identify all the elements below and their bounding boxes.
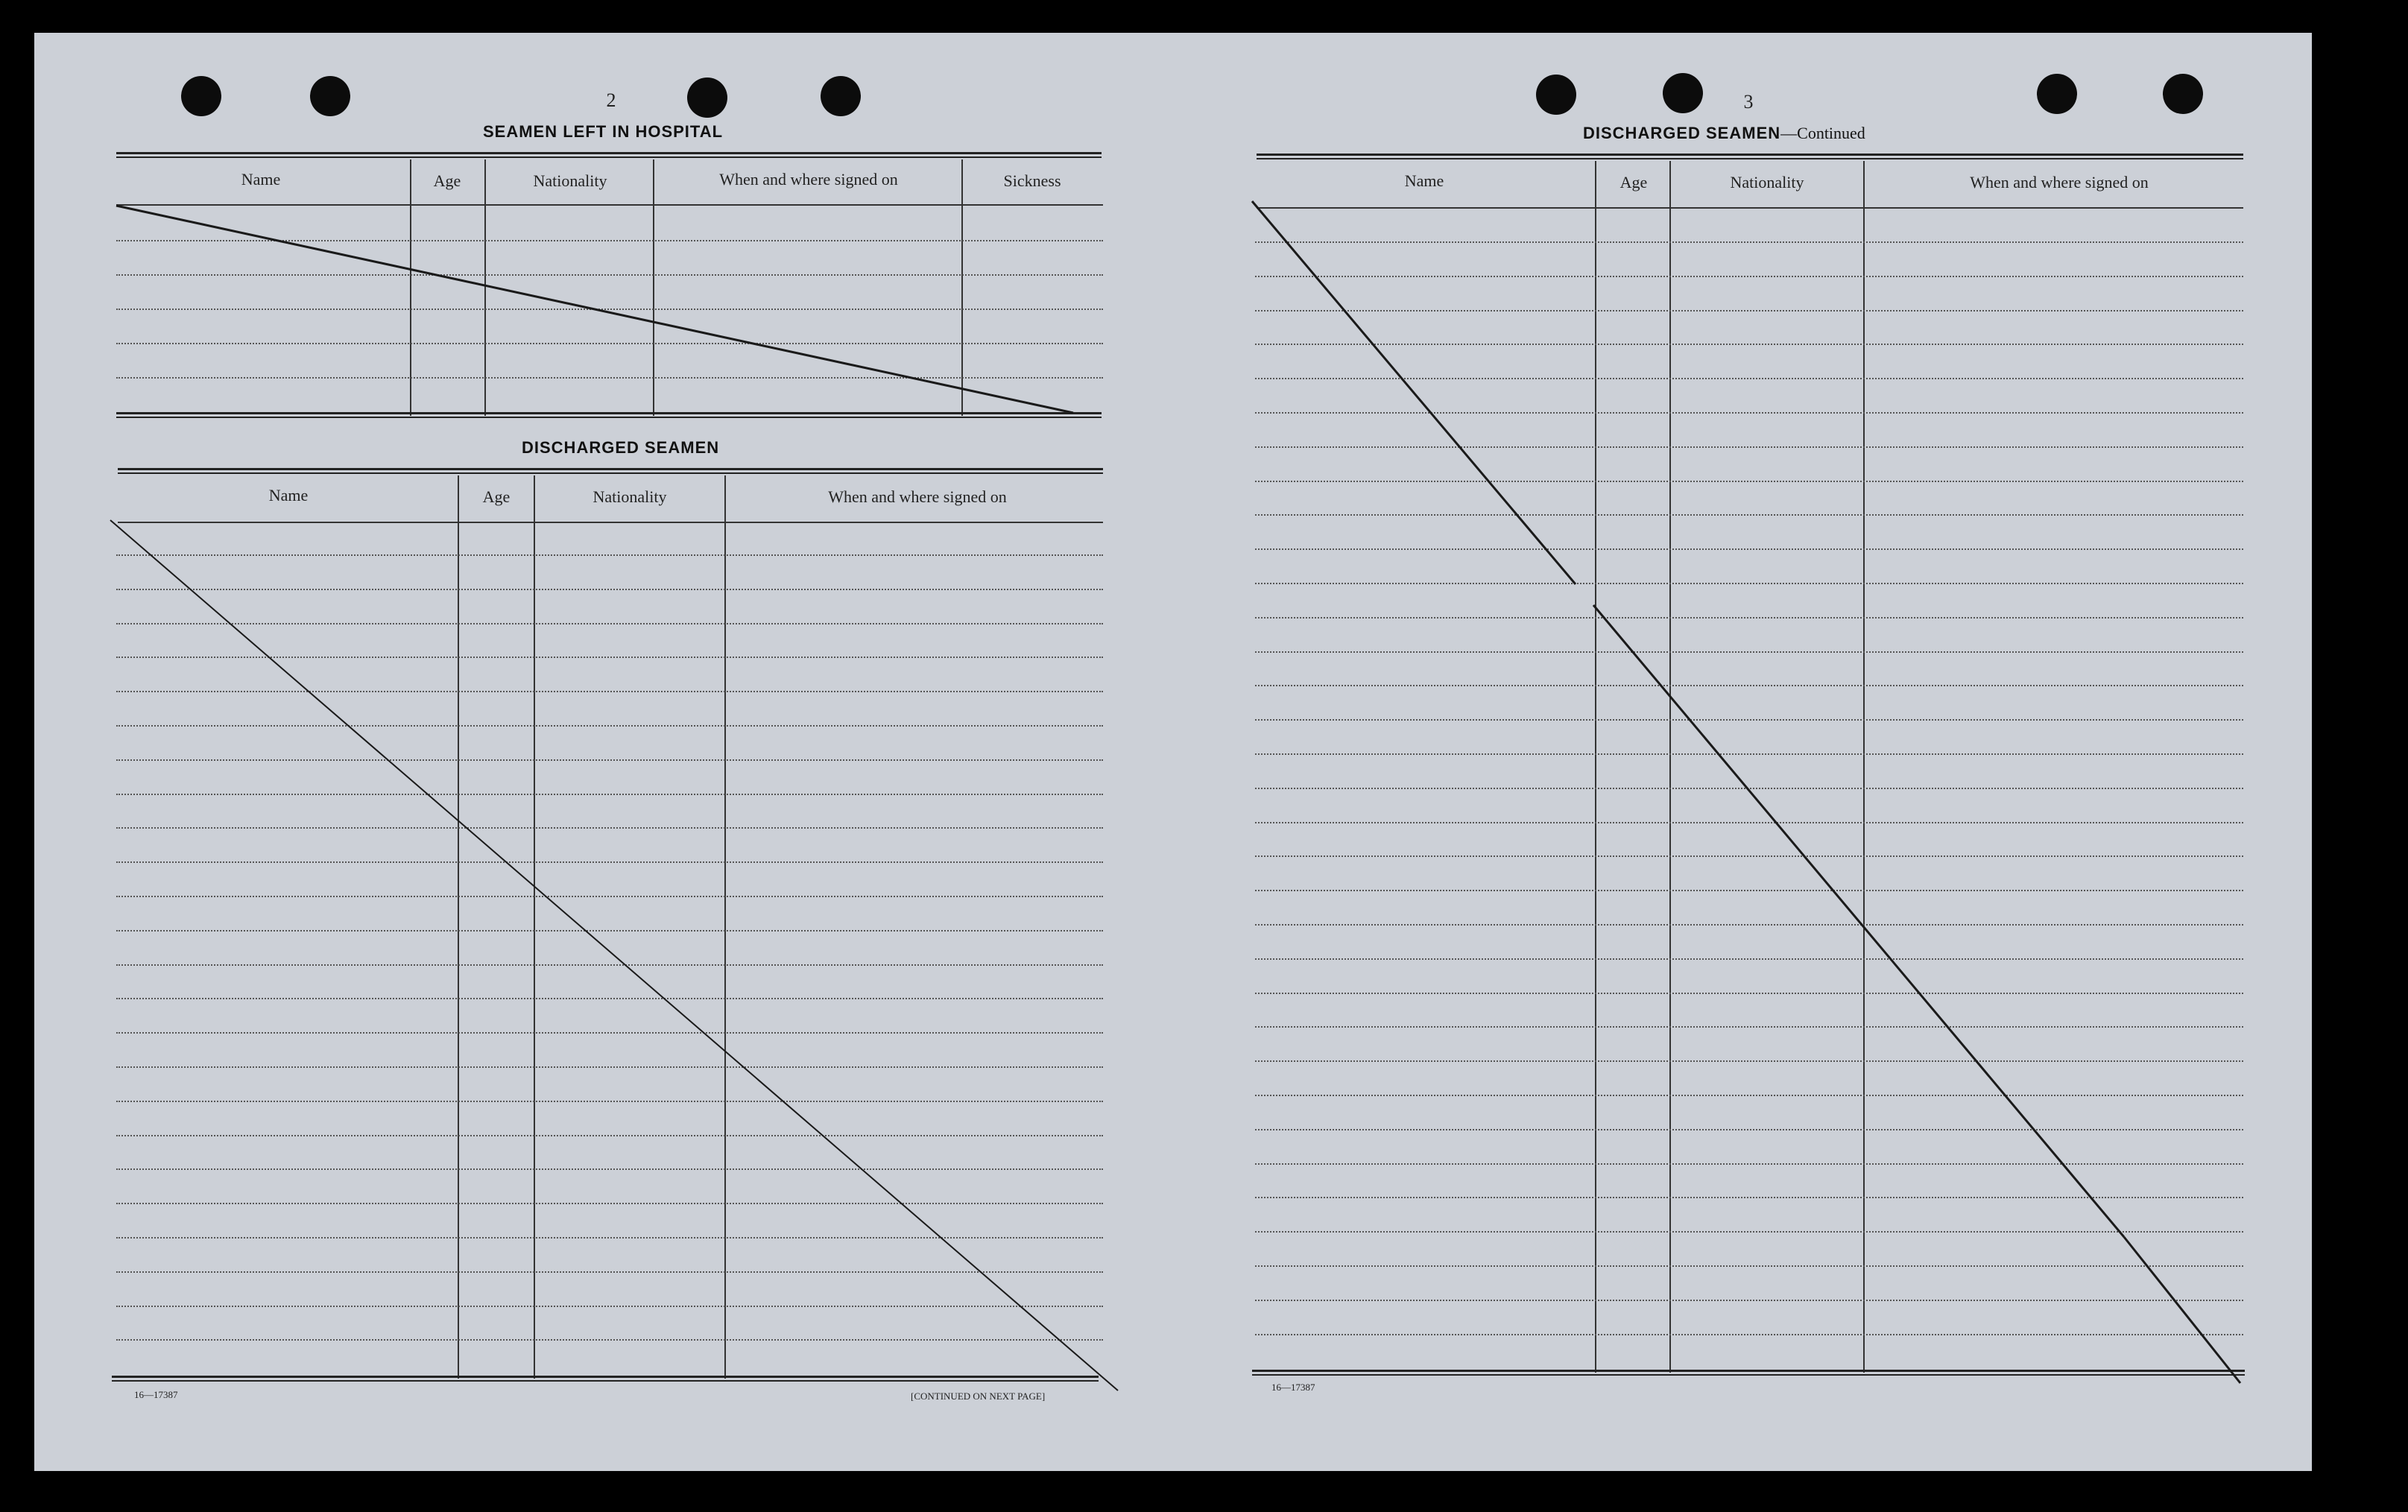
- column-header-signed-on: When and where signed on: [1970, 173, 2149, 192]
- column-header-age: Age: [433, 171, 461, 190]
- form-code: 16—17387: [134, 1389, 178, 1400]
- page-number: 2: [606, 89, 616, 111]
- page-number: 3: [1743, 91, 1754, 113]
- continued-note: [CONTINUED ON NEXT PAGE]: [911, 1391, 1046, 1402]
- column-header-name: Name: [1404, 171, 1444, 190]
- section-title-discharged: DISCHARGED SEAMEN: [522, 438, 720, 457]
- column-header-age: Age: [1619, 173, 1648, 192]
- section-title-text: DISCHARGED SEAMEN: [1583, 124, 1781, 142]
- column-header-signed-on: When and where signed on: [828, 487, 1007, 506]
- column-header-age: Age: [482, 487, 511, 506]
- column-header-nationality: Nationality: [592, 487, 667, 506]
- column-header-nationality: Nationality: [1730, 173, 1804, 192]
- column-header-signed-on: When and where signed on: [719, 170, 898, 189]
- column-header-name: Name: [268, 486, 309, 504]
- column-header-nationality: Nationality: [533, 171, 607, 190]
- form-code: 16—17387: [1271, 1382, 1315, 1393]
- column-header-name: Name: [241, 170, 281, 189]
- strike-line: [2124, 1237, 2240, 1383]
- column-header-sickness: Sickness: [1003, 171, 1061, 190]
- strike-line: [1252, 201, 1576, 584]
- strike-line: [116, 206, 1073, 413]
- section-title-hospital: SEAMEN LEFT IN HOSPITAL: [483, 122, 724, 141]
- strike-line: [110, 520, 1118, 1391]
- continued-suffix: —Continued: [1780, 124, 1865, 142]
- strike-line: [1593, 605, 2124, 1237]
